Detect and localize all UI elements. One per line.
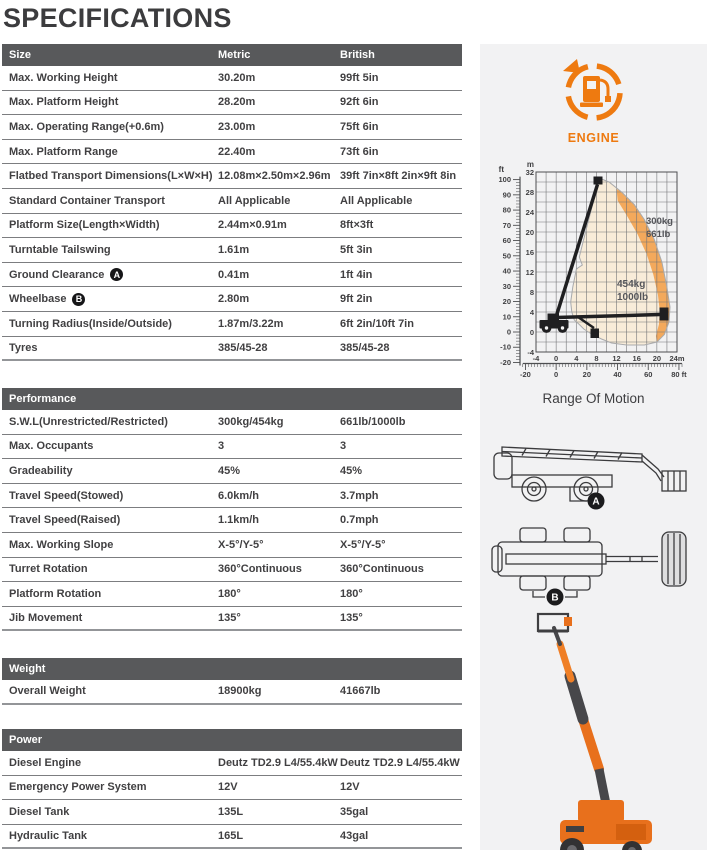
table-row (2, 825, 462, 850)
axis-tick-label: 80 ft (671, 370, 687, 379)
axis-tick-label: 32 (525, 168, 534, 177)
section-header-label: Size (9, 49, 32, 61)
british-value: 3.7mph (340, 489, 379, 502)
product-photo (520, 604, 670, 850)
table-row (2, 189, 462, 214)
column-header-metric: Metric (218, 49, 251, 61)
table-row (2, 558, 462, 583)
table-power (2, 729, 462, 849)
engine-label: ENGINE (567, 131, 620, 145)
chart-title: Range Of Motion (542, 391, 645, 406)
metric-value: All Applicable (218, 194, 291, 207)
section-header (2, 658, 462, 680)
british-value: 99ft 5in (340, 71, 379, 84)
zone-label-661lb: 661lb (646, 229, 671, 240)
british-value: All Applicable (340, 194, 413, 207)
table-weight (2, 658, 462, 705)
table-row (2, 164, 462, 189)
axis-tick-label: 0 (554, 370, 559, 379)
table-row (2, 287, 462, 312)
row-label: Diesel Tank (9, 805, 70, 818)
table-row (2, 800, 462, 825)
metric-value: 135L (218, 805, 244, 818)
y-axis-unit-m: m (526, 160, 534, 169)
side-panel (480, 44, 707, 850)
row-label: Jib Movement (9, 612, 83, 625)
british-value: 6ft 2in/10ft 7in (340, 317, 414, 330)
section-header-label: Weight (9, 663, 46, 675)
table-row (2, 263, 462, 288)
page-title: SPECIFICATIONS (3, 3, 232, 33)
metric-value: 1.87m/3.22m (218, 317, 284, 330)
engine-badge (480, 54, 707, 145)
metric-value: X-5°/Y-5° (218, 538, 264, 551)
british-value: 92ft 6in (340, 96, 379, 109)
british-value: Deutz TD2.9 L4/55.4kW (340, 756, 460, 769)
british-value: 43gal (340, 830, 369, 843)
axis-tick-label: 24m (669, 354, 685, 363)
range-of-motion-chart (480, 150, 707, 380)
axis-tick-label: 40 (502, 266, 511, 276)
axis-tick-label: -4 (527, 348, 534, 357)
section-header-label: Power (9, 734, 43, 746)
axis-tick-label: 50 (502, 251, 511, 261)
row-label: Max. Occupants (9, 440, 94, 453)
table-row (2, 66, 462, 91)
metric-value: 1.1km/h (218, 514, 259, 527)
row-label: Emergency Power System (9, 781, 147, 794)
axis-tick-label: 20 (652, 354, 662, 363)
metric-value: 12V (218, 781, 238, 794)
table-row (2, 508, 462, 533)
table-row (2, 582, 462, 607)
axis-tick-label: -4 (532, 354, 540, 363)
metric-value: 18900kg (218, 685, 262, 698)
axis-tick-label: -10 (500, 342, 511, 352)
row-label: S.W.L(Unrestricted/Restricted) (9, 415, 168, 428)
row-label: Tyres (9, 341, 38, 354)
british-value: 39ft 7in×8ft 2in×9ft 8in (340, 170, 457, 183)
table-row (2, 91, 462, 116)
british-value: 8ft×3ft (340, 219, 374, 232)
metric-value: 45% (218, 464, 241, 477)
table-performance (2, 388, 462, 631)
metric-value: 3 (218, 440, 225, 453)
axis-tick-label: 4 (529, 308, 534, 317)
row-label: Overall Weight (9, 685, 86, 698)
metric-value: 1.61m (218, 243, 250, 256)
metric-value: 23.00m (218, 120, 256, 133)
metric-value: 385/45-28 (218, 341, 268, 354)
axis-tick-label: 8 (529, 288, 534, 297)
axis-tick-label: 10 (502, 312, 511, 322)
row-label: Diesel Engine (9, 756, 82, 769)
table-row (2, 607, 462, 632)
top-view-drawing (490, 518, 697, 608)
metric-value: 6.0km/h (218, 489, 259, 502)
metric-value: 12.08m×2.50m×2.96m (218, 170, 331, 183)
axis-tick-label: 0 (554, 354, 559, 363)
table-row (2, 214, 462, 239)
column-header-british: British (340, 49, 375, 61)
boom-lift-illustration (538, 614, 652, 850)
metric-value: 180° (218, 587, 241, 600)
table-row (2, 140, 462, 165)
row-label: Hydraulic Tank (9, 830, 88, 843)
axis-tick-label: 80 (502, 205, 511, 215)
axis-tick-label: 20 (582, 370, 592, 379)
axis-tick-label: 12 (525, 268, 534, 277)
row-label: Max. Working Slope (9, 538, 114, 551)
axis-tick-label: 60 (502, 236, 511, 246)
section-header-label: Performance (9, 393, 77, 405)
table-size (2, 44, 462, 361)
axis-tick-label: 24 (525, 208, 534, 217)
figure-a-badge: A (592, 496, 600, 508)
row-label: Wheelbase (9, 293, 67, 306)
table-row (2, 337, 462, 362)
axis-tick-label: 20 (502, 297, 511, 307)
side-view-drawing (490, 425, 697, 517)
metric-value: 0.41m (218, 268, 250, 281)
table-row (2, 680, 462, 705)
axis-tick-label: 60 (644, 370, 653, 379)
axis-tick-label: 30 (502, 281, 511, 291)
table-row (2, 312, 462, 337)
row-label: Ground Clearance (9, 268, 105, 281)
metric-value: Deutz TD2.9 L4/55.4kW (218, 756, 338, 769)
axis-tick-label: 90 (502, 190, 511, 200)
table-row (2, 751, 462, 776)
metric-value: 135° (218, 612, 241, 625)
metric-value: 2.80m (218, 293, 250, 306)
axis-tick-label: 20 (525, 228, 534, 237)
axis-tick-label: 40 (613, 370, 622, 379)
table-row (2, 459, 462, 484)
figure-b-badge: B (551, 592, 559, 604)
axis-tick-label: 8 (594, 354, 599, 363)
engine-icon (552, 54, 636, 130)
british-value: 73ft 6in (340, 145, 379, 158)
row-label: Gradeability (9, 464, 73, 477)
row-label: Platform Rotation (9, 587, 102, 600)
british-value: 9ft 2in (340, 293, 373, 306)
metric-value: 2.44m×0.91m (218, 219, 287, 232)
section-header (2, 388, 462, 410)
reach-envelope-zones (571, 178, 670, 345)
axis-tick-label: 0 (506, 327, 511, 337)
row-label: Turret Rotation (9, 563, 88, 576)
axis-tick-label: 12 (612, 354, 621, 363)
section-header (2, 44, 462, 66)
badge-b-icon: B (72, 293, 85, 306)
british-value: 661lb/1000lb (340, 415, 406, 428)
british-value: 45% (340, 464, 363, 477)
row-label: Max. Operating Range(+0.6m) (9, 120, 164, 133)
metric-value: 30.20m (218, 71, 256, 84)
british-value: 75ft 6in (340, 120, 379, 133)
axis-tick-label: 16 (632, 354, 641, 363)
metric-value: 360°Continuous (218, 563, 302, 576)
british-value: 12V (340, 781, 360, 794)
table-row (2, 776, 462, 801)
table-row (2, 115, 462, 140)
row-label: Turntable Tailswing (9, 243, 111, 256)
metric-value: 28.20m (218, 96, 256, 109)
british-value: 41667lb (340, 685, 381, 698)
british-value: 0.7mph (340, 514, 379, 527)
metric-value: 22.40m (218, 145, 256, 158)
british-value: 135° (340, 612, 363, 625)
british-value: 1ft 4in (340, 268, 373, 281)
y-axis-unit-ft: ft (498, 165, 504, 174)
zone-label-1000lb: 1000lb (617, 292, 649, 303)
axis-tick-label: -20 (520, 370, 531, 379)
table-row (2, 484, 462, 509)
section-header (2, 729, 462, 751)
zone-label-454kg: 454kg (617, 279, 646, 290)
row-label: Turning Radius(Inside/Outside) (9, 317, 172, 330)
british-value: X-5°/Y-5° (340, 538, 386, 551)
row-label: Standard Container Transport (9, 194, 165, 207)
row-label: Max. Platform Height (9, 96, 119, 109)
table-row (2, 533, 462, 558)
axis-tick-label: 28 (525, 188, 534, 197)
table-row (2, 410, 462, 435)
row-label: Platform Size(Length×Width) (9, 219, 160, 232)
axis-tick-label: 4 (574, 354, 579, 363)
axis-tick-label: 16 (525, 248, 534, 257)
british-value: 35gal (340, 805, 369, 818)
british-value: 5ft 3in (340, 243, 373, 256)
badge-a-icon: A (110, 268, 123, 281)
row-label: Travel Speed(Raised) (9, 514, 121, 527)
axis-tick-label: -20 (500, 357, 511, 367)
british-value: 360°Continuous (340, 563, 424, 576)
row-label: Travel Speed(Stowed) (9, 489, 124, 502)
metric-value: 300kg/454kg (218, 415, 284, 428)
row-label: Max. Working Height (9, 71, 118, 84)
british-value: 3 (340, 440, 347, 453)
axis-tick-label: 0 (529, 328, 534, 337)
axis-tick-label: 70 (502, 220, 511, 230)
table-row (2, 238, 462, 263)
zone-label-300kg: 300kg (646, 216, 673, 227)
british-value: 180° (340, 587, 363, 600)
row-label: Max. Platform Range (9, 145, 118, 158)
metric-value: 165L (218, 830, 244, 843)
axis-tick-label: 100 (498, 175, 511, 185)
table-row (2, 435, 462, 460)
british-value: 385/45-28 (340, 341, 390, 354)
row-label: Flatbed Transport Dimensions(L×W×H) (9, 170, 213, 183)
